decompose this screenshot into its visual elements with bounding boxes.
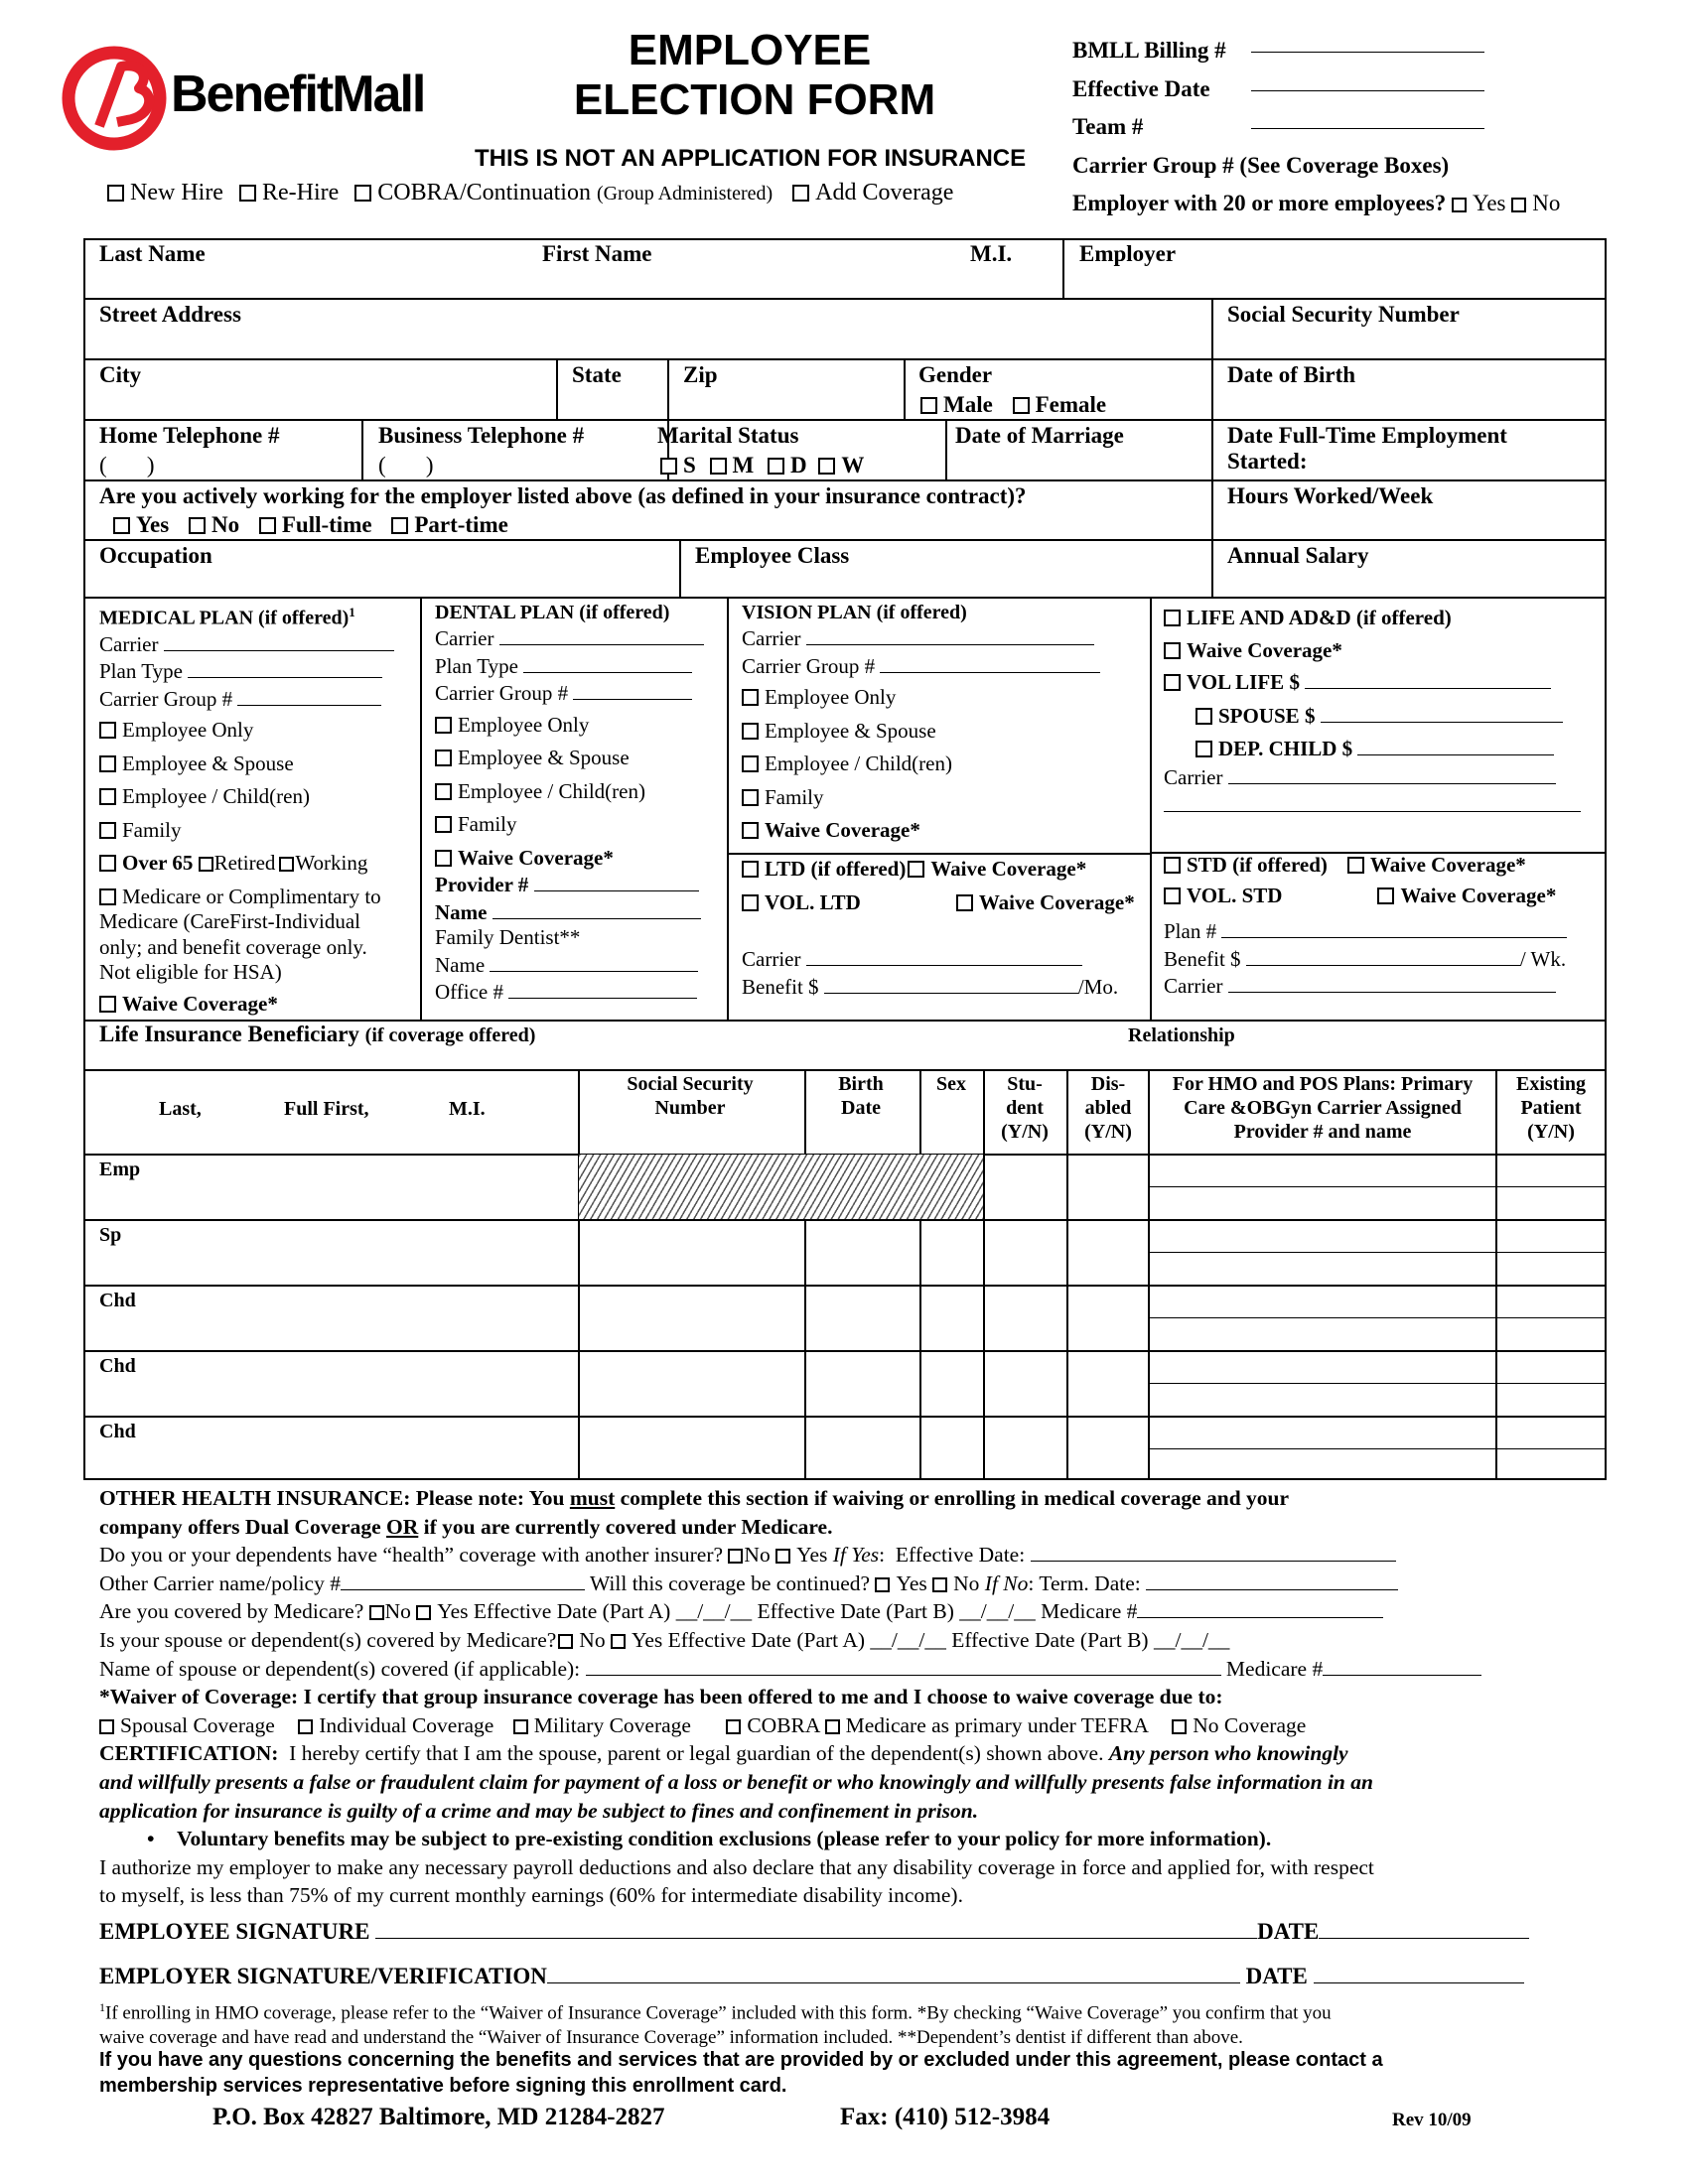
dental-waive-checkbox[interactable] bbox=[435, 850, 452, 867]
dep-names-field[interactable] bbox=[586, 1655, 1221, 1676]
business-phone-paren[interactable]: ( ) bbox=[378, 453, 434, 478]
row-spouse-label: Sp bbox=[99, 1224, 122, 1246]
form-title-line1: EMPLOYEE bbox=[628, 26, 872, 74]
gender-label: Gender bbox=[918, 362, 993, 387]
spouse-life-field[interactable] bbox=[1321, 702, 1563, 723]
marriage-date-label: Date of Marriage bbox=[955, 423, 1124, 448]
other-carrier-policy-field[interactable] bbox=[341, 1570, 585, 1590]
std-carrier-field[interactable] bbox=[1228, 972, 1556, 993]
life-carrier-line2[interactable] bbox=[1164, 791, 1581, 812]
dental-carrier-group-field[interactable] bbox=[573, 679, 692, 700]
working-checkbox[interactable] bbox=[279, 857, 294, 872]
fulltime-date-label: Date Full-Time Employment Started: bbox=[1227, 423, 1507, 474]
vision-family-checkbox[interactable] bbox=[742, 789, 759, 806]
std-details: Plan # Benefit $ / Wk. Carrier bbox=[1164, 919, 1567, 998]
vision-plan-section: VISION PLAN (if offered) Carrier Carrier Group # Employee Only Employee & Spouse Employee / Child(ren) Family Waive Coverage* bbox=[742, 601, 1100, 844]
team-field[interactable] bbox=[1251, 108, 1484, 129]
dep-medicare-no-checkbox[interactable] bbox=[558, 1634, 573, 1649]
vol-life-checkbox[interactable] bbox=[1164, 674, 1181, 691]
medical-plan-section: MEDICAL PLAN (if offered)$^1$ Carrier Plan Type Carrier Group # Employee Only Employee & Spouse Employee / Child(ren) Family Over 65 Retired Working Medicare or Complimentary to Medicare (CareFirst-Individual only; and benefit coverage only. Not eligible for HSA) Waive Coverage* bbox=[99, 601, 394, 1017]
rehire-checkbox[interactable] bbox=[239, 185, 256, 202]
spouse-life-checkbox[interactable] bbox=[1196, 708, 1212, 725]
married-checkbox[interactable] bbox=[710, 458, 727, 475]
vision-carrier-field[interactable] bbox=[806, 624, 1094, 645]
benefitmall-logo bbox=[60, 45, 467, 154]
vol-life-field[interactable] bbox=[1305, 668, 1551, 689]
dental-emp-spouse-checkbox[interactable] bbox=[435, 750, 452, 766]
dob-label: Date of Birth bbox=[1227, 362, 1356, 387]
logo-text: BenefitMall bbox=[171, 66, 425, 123]
medicare-tefra-checkbox[interactable] bbox=[825, 1719, 840, 1734]
col-hmo-provider: For HMO and POS Plans: Primary Care &OBGyn Carrier Assigned Provider # and name bbox=[1172, 1073, 1474, 1143]
dep-child-life-checkbox[interactable] bbox=[1196, 741, 1212, 757]
medical-waive-checkbox[interactable] bbox=[99, 996, 116, 1013]
medical-carrier-field[interactable] bbox=[164, 630, 394, 651]
employee-class-label: Employee Class bbox=[695, 543, 850, 568]
col-disabled: Dis- abled (Y/N) bbox=[1084, 1073, 1132, 1143]
life-waive-checkbox[interactable] bbox=[1164, 642, 1181, 659]
part-time-checkbox[interactable] bbox=[391, 517, 408, 534]
employer-date-field[interactable] bbox=[1314, 1963, 1524, 1983]
enrollment-type-options: New Hire Re-Hire COBRA/Continuation (Group Administered) Add Coverage bbox=[107, 179, 953, 207]
revision-label: Rev 10/09 bbox=[1392, 2110, 1472, 2130]
occupation-label: Occupation bbox=[99, 543, 212, 568]
actively-working-options: Yes No Full-time Part-time bbox=[113, 512, 508, 538]
std-benefit-field[interactable] bbox=[1246, 945, 1520, 966]
employee-signature-line: EMPLOYEE SIGNATURE DATE bbox=[99, 1918, 1529, 1946]
ltd-checkbox[interactable] bbox=[742, 861, 759, 878]
medicare-yes-checkbox[interactable] bbox=[416, 1605, 431, 1620]
other-coverage-yes-checkbox[interactable] bbox=[775, 1549, 790, 1564]
gender-options: Male Female bbox=[920, 392, 1106, 418]
employer-signature-field[interactable] bbox=[547, 1963, 1240, 1983]
female-checkbox[interactable] bbox=[1013, 397, 1030, 414]
medical-over65-checkbox[interactable] bbox=[99, 855, 116, 872]
medicare-number-field[interactable] bbox=[1137, 1597, 1383, 1618]
bullet-icon: • bbox=[147, 1827, 155, 1851]
std-waive-checkbox[interactable] bbox=[1347, 857, 1364, 874]
std-plan-field[interactable] bbox=[1221, 917, 1567, 938]
dental-employee-only-checkbox[interactable] bbox=[435, 717, 452, 734]
new-hire-checkbox[interactable] bbox=[107, 185, 124, 202]
vol-std-waive-checkbox[interactable] bbox=[1377, 887, 1394, 904]
city-label: City bbox=[99, 362, 142, 387]
vol-ltd-checkbox[interactable] bbox=[742, 894, 759, 911]
row-child1-label: Chd bbox=[99, 1290, 136, 1311]
emp-ssn-hatched-area bbox=[579, 1155, 983, 1219]
other-coverage-no-checkbox[interactable] bbox=[728, 1549, 743, 1564]
dep-medicare-number-field[interactable] bbox=[1323, 1655, 1481, 1676]
active-no-checkbox[interactable] bbox=[189, 517, 206, 534]
row-emp-label: Emp bbox=[99, 1159, 141, 1180]
effective-date-field[interactable] bbox=[1251, 70, 1484, 91]
vision-carrier-group-field[interactable] bbox=[880, 652, 1100, 673]
ssn-label: Social Security Number bbox=[1227, 302, 1460, 327]
dental-plan-type-field[interactable] bbox=[523, 652, 692, 673]
life-add-section: LIFE AND AD&D (if offered) Waive Coverage* VOL LIFE $ SPOUSE $ DEP. CHILD $ bbox=[1164, 602, 1563, 764]
col-ssn: Social Security Number bbox=[627, 1073, 754, 1119]
dental-emp-child-checkbox[interactable] bbox=[435, 783, 452, 800]
ltd-section: LTD (if offered) Waive Coverage* VOL. LTD Waive Coverage* bbox=[742, 857, 1135, 915]
vision-employee-only-checkbox[interactable] bbox=[742, 689, 759, 706]
col-mi: M.I. bbox=[449, 1098, 486, 1120]
mailing-address: P.O. Box 42827 Baltimore, MD 21284-2827 bbox=[212, 2104, 665, 2130]
life-carrier: Carrier bbox=[1164, 763, 1581, 818]
col-birth-date: Birth Date bbox=[838, 1073, 884, 1119]
col-existing-patient: Existing Patient (Y/N) bbox=[1515, 1073, 1587, 1143]
first-name-label: First Name bbox=[542, 241, 652, 266]
term-date-field[interactable] bbox=[1146, 1570, 1398, 1590]
spousal-coverage-checkbox[interactable] bbox=[99, 1719, 114, 1734]
billing-field[interactable] bbox=[1251, 32, 1484, 53]
full-time-checkbox[interactable] bbox=[259, 517, 276, 534]
vol-ltd-waive-checkbox[interactable] bbox=[956, 894, 973, 911]
beneficiary-label: Life Insurance Beneficiary (if coverage offered) bbox=[99, 1022, 536, 1046]
dental-provider-name-field[interactable] bbox=[492, 898, 701, 919]
continued-no-checkbox[interactable] bbox=[932, 1577, 947, 1592]
employer-20-yes-checkbox[interactable] bbox=[1452, 198, 1467, 212]
annual-salary-label: Annual Salary bbox=[1227, 543, 1369, 568]
employer-signature-line: EMPLOYER SIGNATURE/VERIFICATION DATE bbox=[99, 1963, 1524, 1990]
widowed-checkbox[interactable] bbox=[818, 458, 835, 475]
life-add-checkbox[interactable] bbox=[1164, 610, 1181, 626]
row-child2-label: Chd bbox=[99, 1355, 136, 1377]
other-effective-date-field[interactable] bbox=[1031, 1541, 1396, 1562]
form-title-line2: ELECTION FORM bbox=[573, 75, 936, 124]
home-phone-label: Home Telephone # bbox=[99, 423, 280, 448]
medical-employee-only-checkbox[interactable] bbox=[99, 722, 116, 739]
active-yes-checkbox[interactable] bbox=[113, 517, 130, 534]
divorced-checkbox[interactable] bbox=[768, 458, 784, 475]
vision-waive-checkbox[interactable] bbox=[742, 822, 759, 839]
male-checkbox[interactable] bbox=[920, 397, 937, 414]
medical-plan-type-field[interactable] bbox=[188, 657, 382, 678]
home-phone-paren[interactable]: ( ) bbox=[99, 453, 155, 478]
state-label: State bbox=[572, 362, 622, 387]
life-carrier-field[interactable] bbox=[1228, 763, 1556, 784]
mi-label: M.I. bbox=[970, 241, 1013, 266]
dentist-office-field[interactable] bbox=[508, 978, 697, 999]
business-phone-label: Business Telephone # bbox=[378, 423, 585, 448]
waiver-reason-options: Spousal Coverage Individual Coverage Military Coverage COBRA Medicare as primary under TEFRA No Coverage bbox=[99, 1711, 1609, 1740]
vision-emp-child-checkbox[interactable] bbox=[742, 755, 759, 772]
dep-medicare-yes-checkbox[interactable] bbox=[611, 1634, 626, 1649]
employee-signature-field[interactable] bbox=[375, 1918, 1257, 1939]
relationship-label: Relationship bbox=[1128, 1024, 1235, 1046]
questions-notice: If you have any questions concerning the benefits and services that are provided by or excluded under this agreement, please contact a membership services representative before signing this enrollment card. bbox=[99, 2049, 1383, 2097]
individual-coverage-checkbox[interactable] bbox=[298, 1719, 313, 1734]
military-coverage-checkbox[interactable] bbox=[513, 1719, 528, 1734]
ltd-details: Carrier Benefit $ /Mo. bbox=[742, 947, 1119, 999]
medical-emp-child-checkbox[interactable] bbox=[99, 788, 116, 805]
actively-working-question: Are you actively working for the employer listed above (as defined in your insurance contract)? bbox=[99, 483, 1027, 508]
col-sex: Sex bbox=[936, 1073, 966, 1095]
row-child3-label: Chd bbox=[99, 1421, 136, 1442]
col-first: Full First, bbox=[284, 1098, 369, 1120]
vol-std-checkbox[interactable] bbox=[1164, 887, 1181, 904]
header-right-fields: BMLL Billing # Effective Date Team # Carrier Group # (See Coverage Boxes) Employer with 20 or more employees? Yes No bbox=[1072, 32, 1560, 223]
street-address-label: Street Address bbox=[99, 302, 241, 327]
medicare-complimentary-checkbox[interactable] bbox=[99, 888, 116, 905]
employer-20-no-checkbox[interactable] bbox=[1511, 198, 1526, 212]
std-section: STD (if offered) Waive Coverage* VOL. STD Waive Coverage* bbox=[1164, 853, 1556, 908]
marital-status-label: Marital Status bbox=[657, 423, 799, 448]
footnote: $^1$If enrolling in HMO coverage, please refer to the “Waiver of Insurance Coverage” included with this form. *By checking “Waive Coverage” you confirm that you waive coverage and have read and understand the “Waiver of Insurance Coverage” information included. **Dependent’s dentist if different than above. bbox=[99, 2000, 1332, 2049]
add-coverage-checkbox[interactable] bbox=[792, 185, 809, 202]
cobra-checkbox[interactable] bbox=[354, 185, 371, 202]
medical-carrier-group-field[interactable] bbox=[237, 685, 381, 706]
std-checkbox[interactable] bbox=[1164, 857, 1181, 874]
col-student: Stu- dent (Y/N) bbox=[1001, 1073, 1049, 1143]
dental-carrier-field[interactable] bbox=[499, 624, 704, 645]
single-checkbox[interactable] bbox=[660, 458, 677, 475]
hours-worked-label: Hours Worked/Week bbox=[1227, 483, 1434, 508]
other-health-insurance-section: OTHER HEALTH INSURANCE: Please note: You must complete this section if waiving or enrolling in medical coverage and your company offers Dual Coverage OR if you are currently covered under Medicare. Do you or your dependents have “health” coverage with another insurer? No Yes If Yes: Effective Date: Other Carrier name/policy # Will this coverage be continued? Yes No If No: Term. Date: Are you covered by Medicare? No Yes Effective Date (Part A) __/__/__ Effective Date (Part B) __/__/__ Medicare # Is your spouse or dependent(s) covered by Medicare? No Yes Effective Date (Part A) __/__/__ Effective Date (Part B) __/__/__ Name of spouse or dependent(s) covered (if applicable): Medicare # *Waiver of Coverage: I certify that group insurance coverage has been offered to me and I choose to waive coverage due to: Spousal Coverage Individual Coverage Military Coverage COBRA Medicare as primary under TEFRA No Coverage CERTIFICATION: I hereby certify that I am the spouse, parent or legal guardian of the dependent(s) shown above. Any person who knowingly and willfully presents a false or fraudulent claim for payment of a loss or benefit or who knowingly and willfully presents false information in an application for insurance is guilty of a crime and may be subject to fines and confinement in prison. • Voluntary benefits may be subject to pre-existing condition exclusions (please refer to your policy for more information). I authorize my employer to make any necessary payroll deductions and also declare that any disability coverage in force and applied for, with respect to myself, is less than 75% of my current monthly earnings (60% for intermediate disability income). bbox=[99, 1484, 1609, 1910]
dental-family-checkbox[interactable] bbox=[435, 816, 452, 833]
ltd-waive-checkbox[interactable] bbox=[908, 861, 924, 878]
marital-options: S M D W bbox=[660, 453, 864, 478]
medical-family-checkbox[interactable] bbox=[99, 822, 116, 839]
medicare-no-checkbox[interactable] bbox=[369, 1605, 384, 1620]
retired-checkbox[interactable] bbox=[199, 857, 213, 872]
cobra-waiver-checkbox[interactable] bbox=[726, 1719, 741, 1734]
ltd-benefit-field[interactable] bbox=[824, 973, 1078, 994]
no-coverage-checkbox[interactable] bbox=[1172, 1719, 1187, 1734]
dep-child-life-field[interactable] bbox=[1357, 735, 1554, 755]
ltd-carrier-field[interactable] bbox=[806, 945, 1082, 966]
fax-number: Fax: (410) 512-3984 bbox=[840, 2104, 1051, 2130]
zip-label: Zip bbox=[683, 362, 718, 387]
dental-provider-field[interactable] bbox=[534, 871, 699, 891]
not-application-notice: THIS IS NOT AN APPLICATION FOR INSURANCE bbox=[475, 145, 1027, 172]
last-name-label: Last Name bbox=[99, 241, 206, 266]
employer-label: Employer bbox=[1079, 241, 1177, 266]
continued-yes-checkbox[interactable] bbox=[875, 1577, 890, 1592]
vision-emp-spouse-checkbox[interactable] bbox=[742, 723, 759, 740]
dental-plan-section: DENTAL PLAN (if offered) Carrier Plan Type Carrier Group # Employee Only Employee & Spouse Employee / Child(ren) Family Waive Coverage* Provider # Name Family Dentist** Name Office # bbox=[435, 601, 704, 1006]
dual-coverage-line: company offers Dual Coverage OR if you are currently covered under Medicare. bbox=[99, 1514, 833, 1539]
other-insurance-heading: OTHER HEALTH INSURANCE: Please note: You must complete this section if waiving or enrolling in medical coverage and your bbox=[99, 1486, 1290, 1510]
family-dentist-name-field[interactable] bbox=[490, 951, 698, 972]
employee-date-field[interactable] bbox=[1319, 1918, 1529, 1939]
medical-emp-spouse-checkbox[interactable] bbox=[99, 755, 116, 772]
col-last: Last, bbox=[159, 1098, 202, 1120]
